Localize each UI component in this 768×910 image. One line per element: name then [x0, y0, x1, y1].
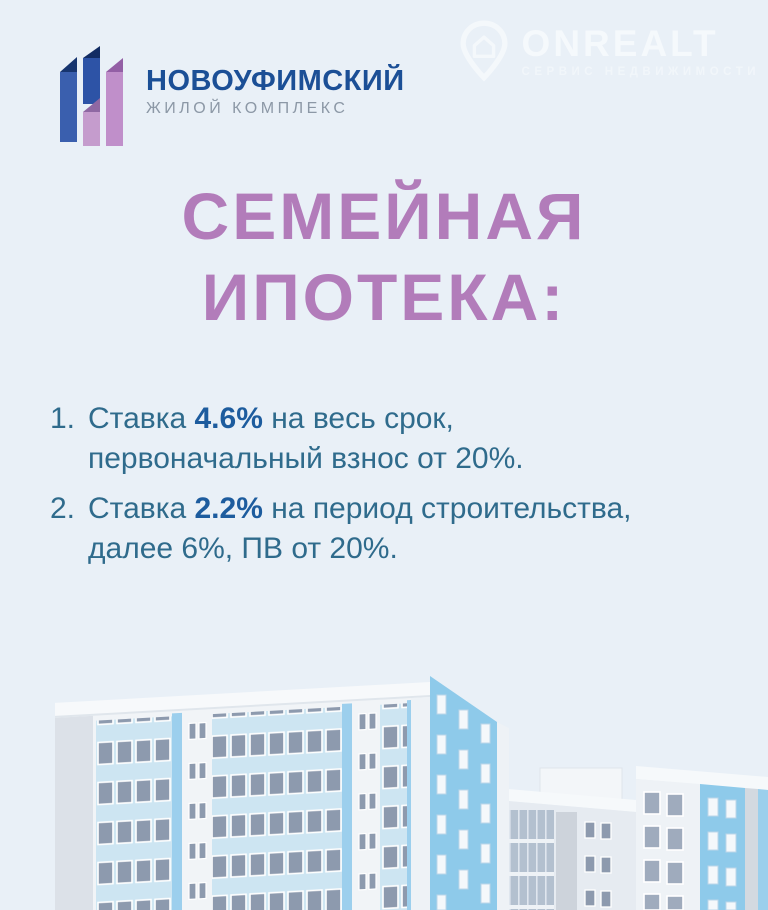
benefit-rest2: первоначальный взнос от 20%.: [88, 442, 524, 475]
list-item-number: 2.: [50, 492, 76, 525]
logo: [54, 46, 405, 146]
benefit-rest1: на период строительства,: [262, 492, 632, 525]
benefit-rate: 2.2%: [194, 492, 263, 525]
list-item-text: [88, 489, 632, 569]
main-tower-side: [430, 676, 509, 910]
logo-subtitle: ЖИЛОЙ КОМПЛЕКС: [146, 100, 349, 118]
benefit-prefix: Ставка: [88, 492, 195, 525]
list-item-text: [88, 399, 524, 479]
benefit-rest1: на весь срок,: [262, 402, 454, 435]
page-title: [0, 176, 768, 338]
logo-title: НОВОУФИМСКИЙ: [146, 65, 405, 97]
wing-building: [497, 768, 636, 910]
list-item: [50, 399, 738, 479]
location-pin-house-icon: [458, 20, 510, 82]
benefit-prefix: Ставка: [88, 402, 195, 435]
letter-n-blocks-icon: [54, 46, 134, 146]
title-line2: ИПОТЕКА:: [201, 260, 567, 334]
benefits-list: [50, 399, 738, 579]
title-line1: СЕМЕЙНАЯ: [181, 179, 587, 253]
right-tower: [636, 766, 768, 910]
logo-text: [146, 46, 405, 118]
benefit-rest2: далее 6%, ПВ от 20%.: [88, 532, 398, 565]
list-item-number: 1.: [50, 402, 76, 435]
building-illustration: [0, 630, 768, 910]
watermark-text: [521, 22, 760, 78]
onrealt-watermark: [458, 20, 760, 82]
list-item: [50, 489, 738, 569]
benefit-rate: 4.6%: [194, 402, 263, 435]
watermark-brand: ONREALT: [521, 22, 719, 64]
main-tower-front: [55, 682, 430, 910]
watermark-tagline: СЕРВИС НЕДВИЖИМОСТИ: [521, 65, 760, 78]
